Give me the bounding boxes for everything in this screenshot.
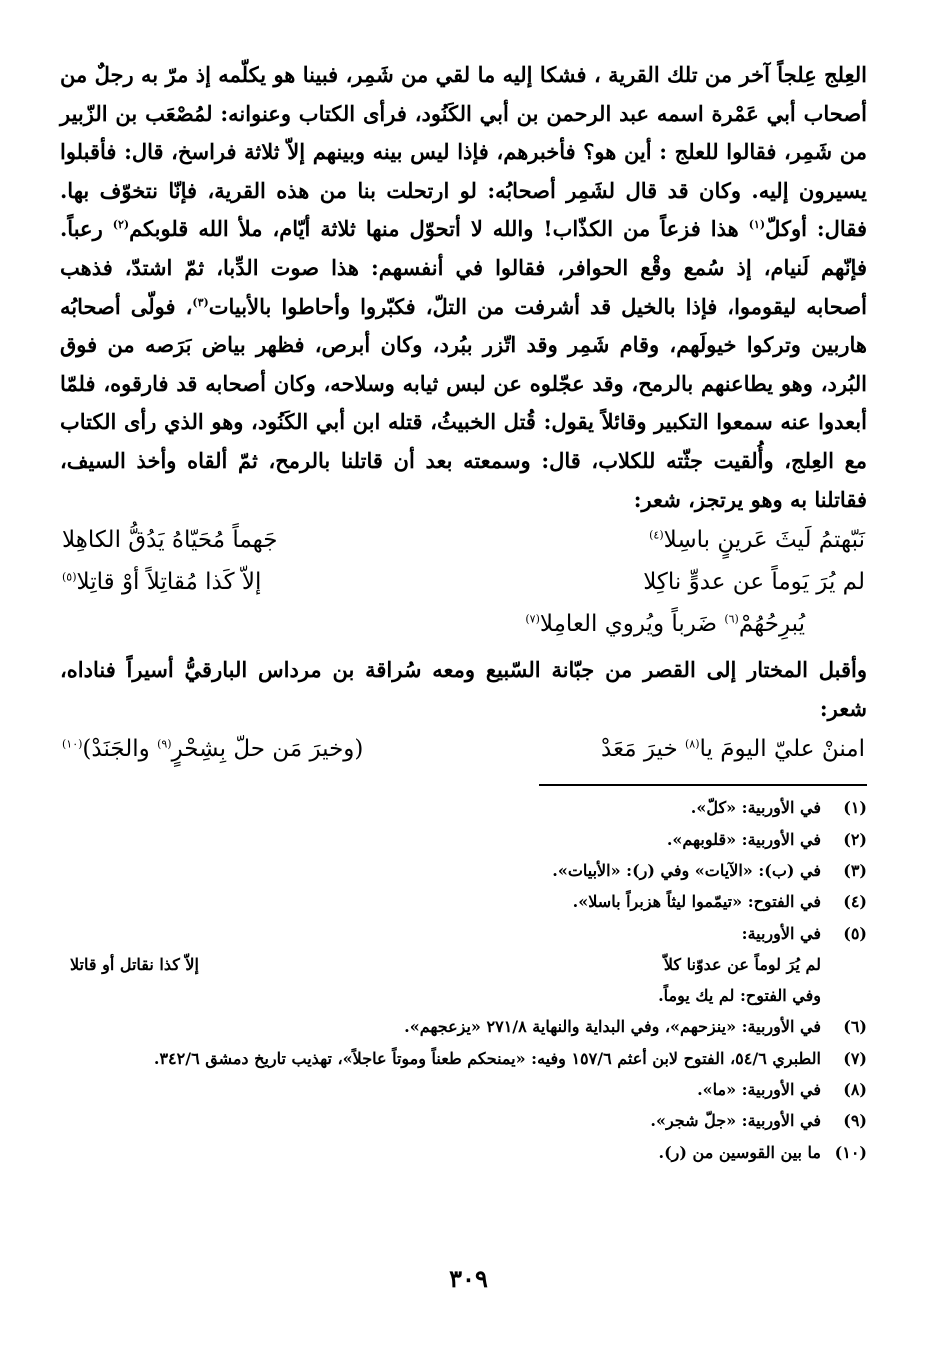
footnote (60, 1074, 867, 1105)
footnote-ref: (٤) (649, 528, 664, 542)
footnote (60, 1137, 867, 1168)
footnote-text: في الأوربية: «قلوبهم». (666, 829, 821, 849)
text-run: ، فولّى أصحابُه هاربين وتركوا خيولَهم، وقام شَمِر وقد اتّزر ببُرد، وكان أبرص، فظهر بياض بَرَصه من فوق البُرد، وهو يطاعنهم بالرمح، وقد عجّلوه عن لبس ثيابه وسلاحه، وكان أصحابه قد فارقوه، فلمّا أبعدوا عنه سمعوا التكبير وقائلاً يقول: قُتل الخبيثُ، قتله ابن أبي الكَنُود، وهو الذي رأى الكتاب مع العِلج، وأُلقيت جثّته للكلاب، قال: وسمعته بعد أن قاتلنا بالرمح، ثمّ ألقاه وأخذ السيف، فقاتلنا به وهو يرتجز، شعر: (60, 293, 867, 512)
footnote-text: في الفتوح: «تيمّموا ليثاً هزبراً باسلا». (572, 892, 821, 912)
verse-text: ضَرباً ويُروي العامِلا (539, 611, 725, 638)
verse-hemistich (62, 728, 363, 770)
footnote-text: وفي الفتوح: لم يك يوماً. (658, 986, 821, 1006)
footnote-number: (٦) (843, 1017, 867, 1037)
verse-text: امننْ عليّ اليومَ يا (699, 736, 865, 763)
footnote-ref: (٩) (157, 737, 172, 751)
footnote (60, 855, 867, 886)
footnote-ref: (٨) (685, 737, 700, 751)
footnote-number: (١٠) (834, 1142, 867, 1162)
verse-hemistich: لم يُرَ يَوماً عن عدوٍّ ناكِلا (643, 569, 865, 596)
footnote-ref: (٧) (525, 612, 540, 626)
footnotes (60, 792, 867, 1168)
footnote-number: (٣) (843, 860, 867, 880)
footnote-number: (٢) (843, 829, 867, 849)
footnote-verse (60, 949, 821, 980)
footnote-text-block (60, 918, 821, 1012)
verse-line-2 (62, 561, 865, 603)
footnote (60, 886, 867, 917)
footnote-text: الطبري ٥٤/٦، الفتوح لابن أعثم ١٥٧/٦ وفيه: «يمنحكم طعناً وموتاً عاجلاً»، تهذيب تاريخ دمشق ٣٤٢/٦. (153, 1048, 821, 1068)
paragraph-2: وأقبل المختار إلى القصر من جبّانة السّبيع ومعه سُراقة بن مرداس البارقيُّ أسيراً فناداه، شعر: (60, 657, 867, 721)
footnote-text: في الأوربية: (741, 923, 821, 943)
footnote (60, 1043, 867, 1074)
footnote (60, 792, 867, 823)
footnote-number: (٧) (843, 1048, 867, 1068)
page-number: ٣٠٩ (449, 1264, 488, 1293)
footnote-text: في الأوربية: «جلّ شجر». (650, 1111, 821, 1131)
verse-hemistich (525, 603, 805, 645)
paragraph-1 (60, 56, 867, 519)
footnote-ref: (١) (748, 218, 766, 232)
verse-text: إلاّ كَذا مُقاتِلاً أوْ قاتِلا (76, 569, 262, 596)
footnote-divider (539, 784, 867, 786)
verse-hemistich: جَهماً مُحَيّاهُ يَدُقُّ الكاهِلا (62, 527, 278, 554)
main-text-2 (60, 651, 867, 728)
verse-line-1 (62, 519, 865, 561)
verse-hemistich (601, 728, 865, 770)
footnote-text: في الأوربية: «ينزحهم»، وفي البداية والنهاية ٢٧١/٨ «يزعجهم». (404, 1017, 821, 1037)
footnote-number: (١) (843, 798, 867, 818)
verse-hemistich: لم يُرَ لوماً عن عدوّنا كلاّ (663, 954, 821, 974)
footnote (60, 1105, 867, 1136)
footnote (60, 1011, 867, 1042)
footnote-number: (٥) (843, 923, 867, 943)
main-text (60, 56, 867, 519)
footnote-text: في الأوربية: «كلّ». (690, 798, 821, 818)
verse-hemistich (62, 561, 261, 603)
verse-hemistich (649, 519, 865, 561)
footnote-text: في (ب): «الآيات» وفي (ر): «الأبيات». (552, 860, 821, 880)
footnote-ref: (٣) (192, 295, 209, 309)
footnote-ref: (١٠) (62, 737, 83, 751)
verse-text: (وخيرَ مَن حلّ بِشِحْرٍ (171, 736, 364, 763)
footnote-number: (٤) (843, 892, 867, 912)
verse-text: والجَنَدْ) (82, 736, 158, 763)
footnote-number: (٨) (843, 1079, 867, 1099)
footnote-ref: (٦) (724, 612, 739, 626)
verse-text: خيرَ مَعَدْ (601, 736, 685, 763)
verse-hemistich: إلاّ كذا نقاتل أو قاتلا (70, 954, 199, 974)
footnote-text: ما بين القوسين من (ر). (658, 1142, 821, 1162)
footnote (60, 824, 867, 855)
text-run: هذا فزعاً من الكذّاب! والله لا أتحوّل منها ثلاثة أيّام، ملأ الله قلوبكم (129, 216, 749, 242)
footnote-number: (٩) (843, 1111, 867, 1131)
footnote (60, 918, 867, 1012)
footnote-text: في الأوربية: «ما». (697, 1079, 821, 1099)
verse-line-3 (62, 603, 865, 645)
verse-line-4 (62, 728, 865, 770)
footnote-ref: (٢) (112, 218, 130, 232)
verse-text: يُبرِحُهُمْ (738, 611, 805, 638)
text-run: العِلج عِلجاً آخر من تلك القرية ، فشكا إليه ما لقي من شَمِر، فبينا هو يكلّمه إذ مرّ به رجلٌ من أصحاب أبي عَمْرة اسمه عبد الرحمن بن أبي الكَنُود، فرأى الكتاب وعنوانه: لمُصْعَب بن الزّبير من شَمِر، فقالوا للعلج : أين هو؟ فأخبرهم، فإذا ليس بينه وبينهم إلاّ ثلاثة فراسخ، قال: فأقبلوا يسيرون إليه. وكان قد قال لشَمِر أصحابُه: لو ارتحلت بنا من هذه القرية، فإنّا نتخوّف بها. فقال: أوكلّ (60, 62, 867, 242)
verse-text: نَبّهتمُ لَيثَ عَرينٍ باسِلا (663, 527, 865, 554)
text-run: رعباً. فإنّهم لَنيام، إذ سُمع وقْع الحوافر، فقالوا في أنفسهم: هذا صوت الدِّبا، ثمّ اشتدّ، فذهب أصحابه ليقوموا، فإذا بالخيل قد أشرفت من التلّ، فكبّروا وأحاطوا بالأبيات (60, 216, 867, 319)
footnote-ref: (٥) (62, 570, 77, 584)
